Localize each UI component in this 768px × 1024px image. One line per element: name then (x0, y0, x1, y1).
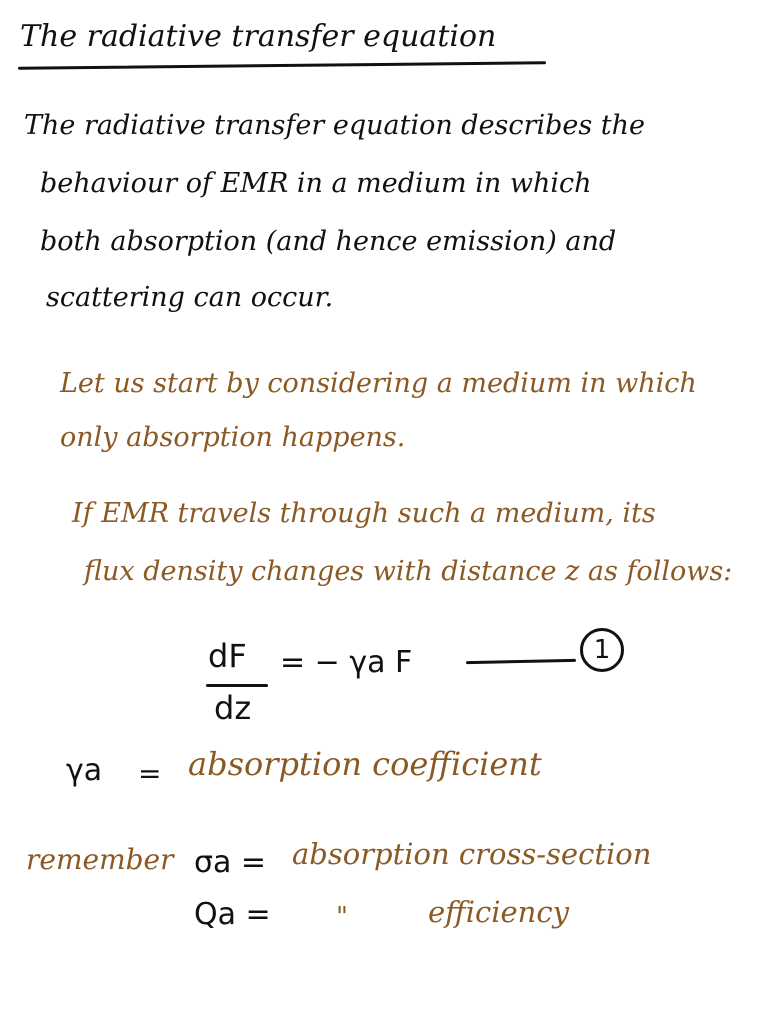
equation-denominator: dz (214, 689, 252, 727)
equation-number: 1 (593, 635, 611, 665)
intro-line-1: The radiative transfer equation describes the (24, 110, 645, 141)
definition-text: absorption coefficient (188, 745, 542, 783)
cross-section-text: absorption cross-section (292, 837, 652, 871)
page-title: The radiative transfer equation (20, 19, 497, 54)
absorption-line-2: only absorption happens. (60, 422, 406, 453)
equation-leader-line (466, 659, 576, 664)
efficiency-symbol: Qa = (194, 897, 271, 932)
equation-number-circle (580, 628, 624, 672)
intro-line-3: both absorption (and hence emission) and (40, 226, 617, 257)
efficiency-text: efficiency (428, 895, 569, 929)
title-underline (18, 61, 546, 70)
absorption-line-4: flux density changes with distance z as follows: (84, 556, 733, 587)
absorption-line-1: Let us start by considering a medium in which (60, 368, 697, 399)
definition-symbol: γa (66, 753, 103, 788)
equation-right-side: = − γa F (280, 645, 413, 680)
intro-line-2: behaviour of EMR in a medium in which (40, 168, 592, 199)
remember-label: remember (26, 843, 174, 876)
absorption-line-3: If EMR travels through such a medium, its (72, 498, 656, 529)
ditto-mark: " (336, 902, 348, 932)
intro-line-4: scattering can occur. (46, 282, 334, 313)
equation-numerator: dF (208, 637, 247, 675)
cross-section-symbol: σa = (194, 845, 267, 880)
definition-equals: = (138, 757, 162, 790)
fraction-bar (206, 684, 268, 687)
